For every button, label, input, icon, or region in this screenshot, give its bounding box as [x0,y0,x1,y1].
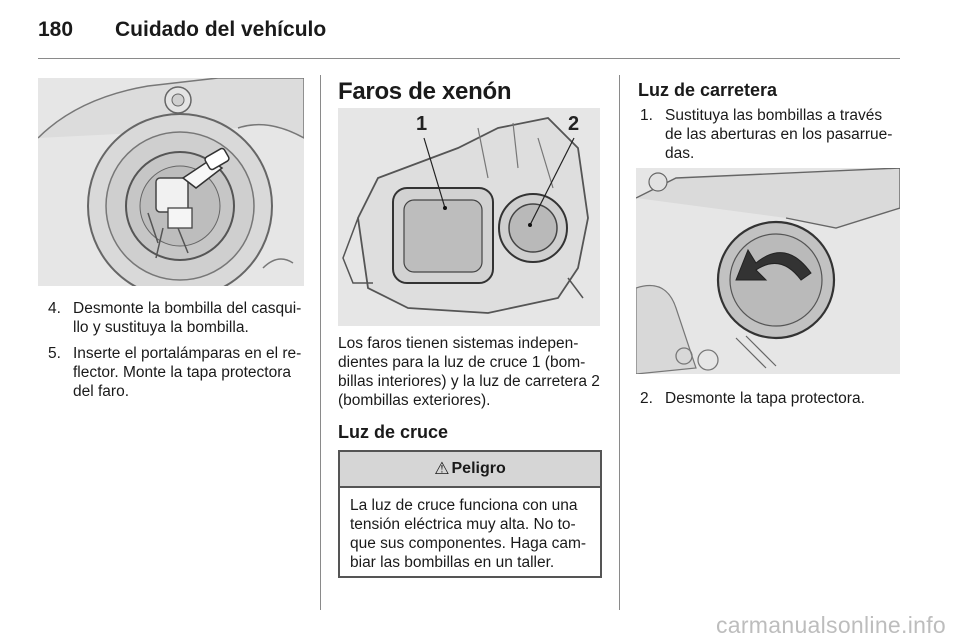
column-divider-1 [320,75,321,610]
header-rule [38,58,900,59]
warning-triangle-icon: ⚠ [434,459,450,478]
bulb-holder-illustration [38,78,304,286]
danger-warning-box [338,450,602,578]
xenon-description: Los faros tienen sistemas indepen-dientes para la luz de cruce 1 (bom-billas interiores) y la luz de carretera 2 (bombillas exteriores). [338,335,600,409]
section-heading: Faros de xenón [338,78,512,105]
step-text: Sustituya las bombillas a través de las aberturas en los pasarrue-das. [665,107,893,162]
step-text: Desmonte la tapa protectora. [665,390,865,407]
column-divider-2 [619,75,620,610]
replacement-steps-high [640,106,902,170]
replacement-steps-low [48,299,310,408]
callout-1: 1 [416,113,428,135]
step-text: Desmonte la bombilla del casqui-llo y sustituya la bombilla. [73,300,302,336]
list-item [48,344,310,401]
list-item [48,299,310,337]
list-item [640,106,902,163]
page-number: 180 [38,18,74,41]
list-item [640,389,902,408]
chapter-title: Cuidado del vehículo [115,18,327,41]
step-text: Inserte el portalámparas en el re-flector. Monte la tapa protectora del faro. [73,345,302,400]
watermark: carmanualsonline.info [715,612,946,638]
step-number: 1. [640,107,653,124]
warning-title: Peligro [451,460,506,477]
replacement-steps-high-2 [640,389,902,415]
subheading-low-beam: Luz de cruce [338,422,449,442]
wheel-arch-cover-illustration [636,168,900,374]
step-number: 2. [640,390,653,407]
step-number: 5. [48,345,61,362]
step-number: 4. [48,300,61,317]
warning-header [340,452,600,488]
subheading-high-beam: Luz de carretera [638,80,778,100]
warning-text: La luz de cruce funciona con una tensión eléctrica muy alta. No to-que sus componentes. Haga cam-biar las bombillas en un taller. [350,497,587,571]
callout-2: 2 [568,113,580,135]
xenon-headlamp-illustration [338,108,600,326]
